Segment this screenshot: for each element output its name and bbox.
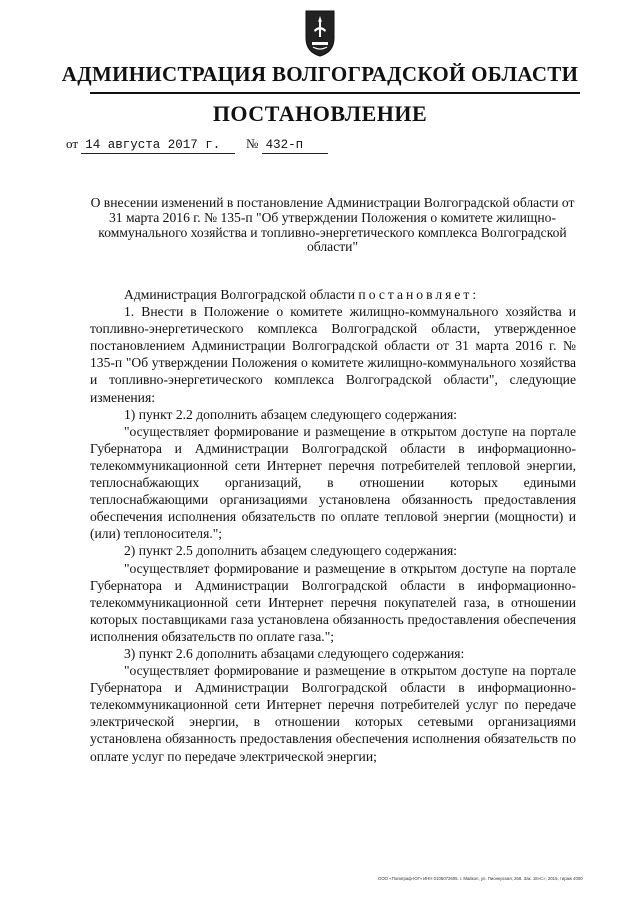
body-paragraph: 1. Внести в Положение о комитете жилищно-коммунального хозяйства и топливно-энергетического комплекса Волгоградской области, утвержденное постановлением Администрации Волгоградской области от 31 марта 2016 г. № 135-п "Об утверждении Положения о комитете жилищно-коммунального хозяйства и топливно-энергетического комплекса Волгоградской области", следующие изменения: [90,304,576,405]
date-value: 14 августа 2017 г. [81,138,235,154]
body-paragraph: 3) пункт 2.6 дополнить абзацами следующего содержания: [124,645,465,661]
document-date [66,136,235,154]
document-number [246,136,328,154]
document-body [90,286,576,765]
body-paragraph: "осуществляет формирование и размещение в открытом доступе на портале Губернатора и Администрации Волгоградской области в информационно-телекоммуникационной сети Интернет перечня потребителей услуг по передаче электрической энергии, в отношении которых сетевыми организациями установлена обязанность предоставления обеспечения исполнения обязательств по оплате услуг по передаче электрической энергии; [90,663,576,764]
organization-title: АДМИНИСТРАЦИЯ ВОЛГОГРАДСКОЙ ОБЛАСТИ [61,62,579,86]
document-type: ПОСТАНОВЛЕНИЕ [212,101,428,126]
body-paragraph: 2) пункт 2.5 дополнить абзацем следующего содержания: [124,543,458,559]
body-paragraph: 1) пункт 2.2 дополнить абзацем следующего содержания: [124,406,458,422]
coat-of-arms-icon [303,8,337,58]
body-paragraph: "осуществляет формирование и размещение в открытом доступе на портале Губернатора и Администрации Волгоградской области в информационно-телекоммуникационной сети Интернет перечня покупателей газа, в отношении которых поставщиками газа установлена обязанность предоставления обеспечения исполнения обязательств по оплате газа."; [90,560,576,644]
document-subject: О внесении изменений в постановление Администрации Волгоградской области от 31 марта 2016 г. № 135-п "Об утверждении Положения о комитете жилищно-коммунального хозяйства и топливно-энергетического комплекса Волгоградской области" [90,195,575,255]
number-label: № [246,136,259,151]
date-label: от [66,136,79,151]
number-value: 432-п [262,138,328,154]
header-divider [90,92,580,94]
intro-paragraph [90,286,576,303]
intro-text: Администрация Волгоградской области [124,287,356,302]
print-footer: ООО «Полиграф-ЮГ» ИНН 0105072605. г. Майкоп, ул. Пионерская, 268. Зак. 18»С», 2015, тираж 4000 [378,876,583,881]
body-paragraph: "осуществляет формирование и размещение в открытом доступе на портале Губернатора и Администрации Волгоградской области в информационно-телекоммуникационной сети Интернет перечня потребителей тепловой энергии, теплоснабжающих организаций, в отношении которых едиными теплоснабжающими организациями установлена обязанность предоставления обеспечения исполнения обязательств по оплате тепловой энергии (мощности) и (или) теплоносителя."; [90,423,576,542]
intro-decision-word: постановляет: [358,287,480,302]
